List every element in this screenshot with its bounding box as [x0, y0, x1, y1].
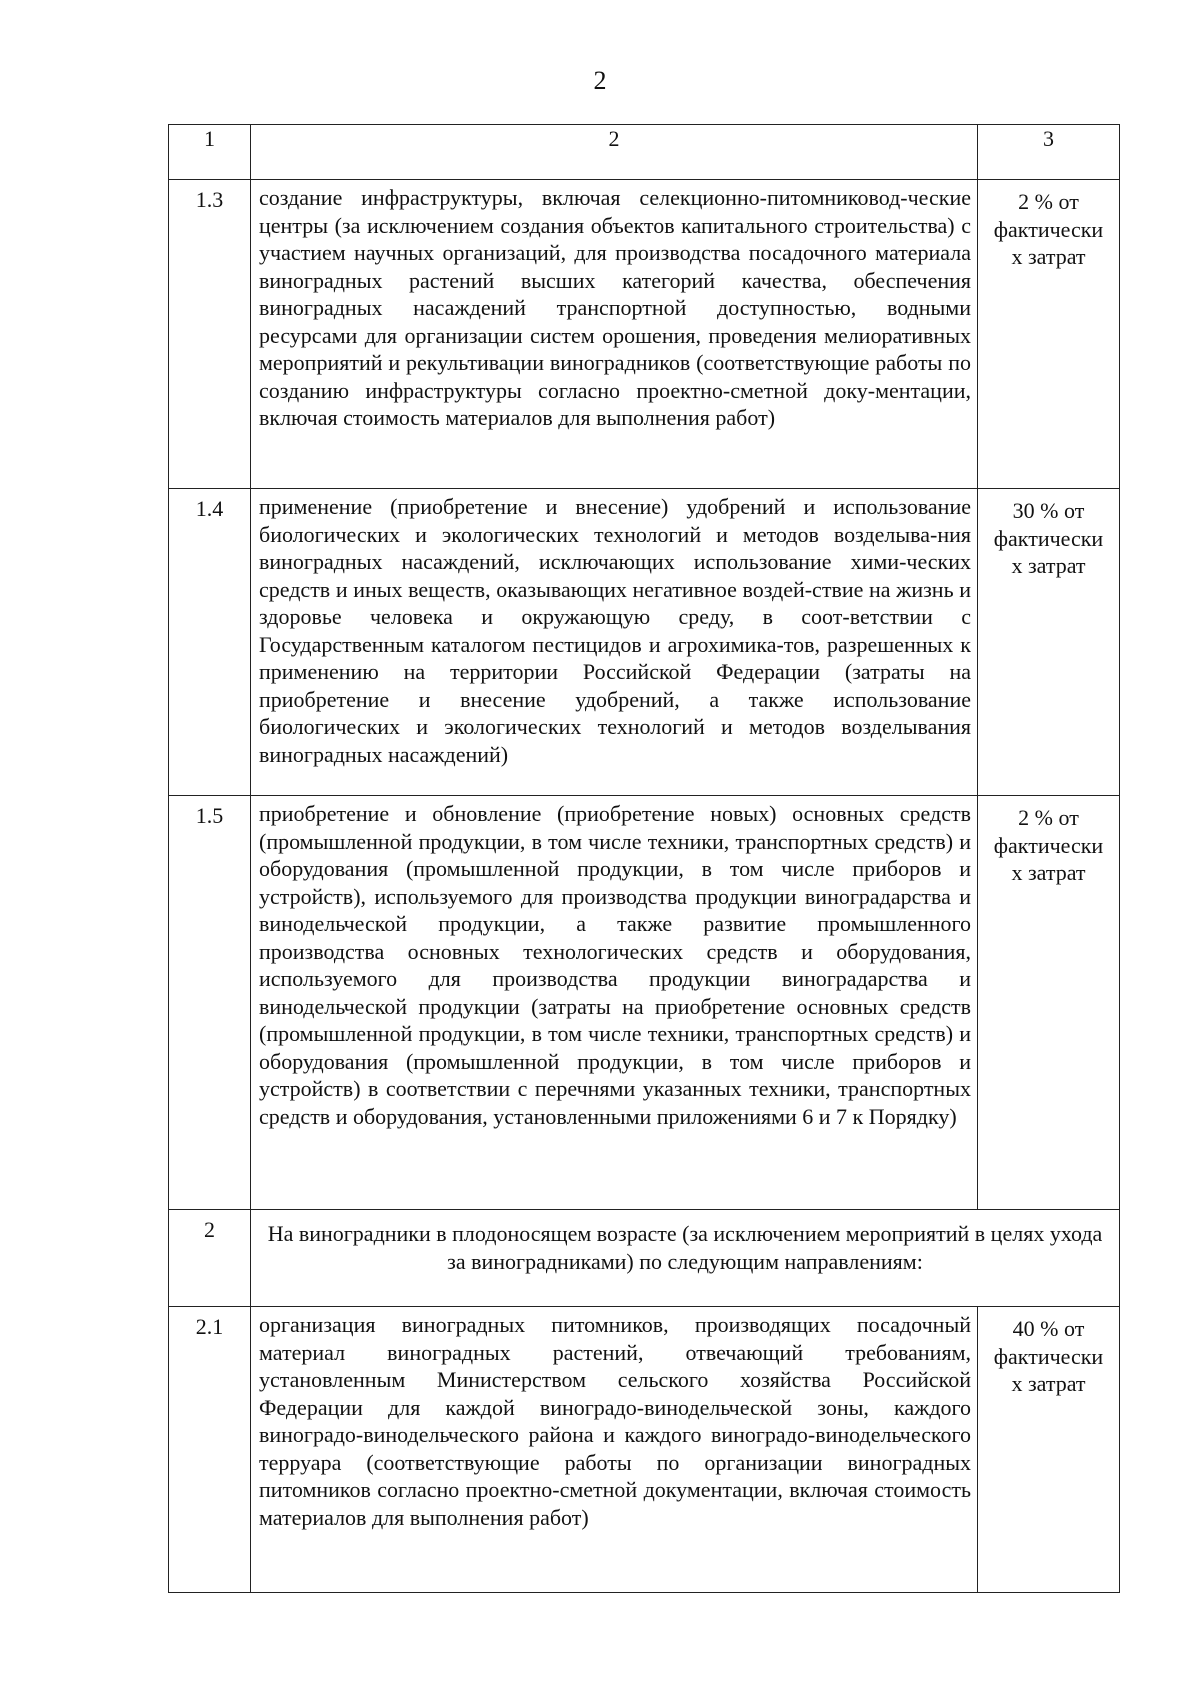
- section-row: [169, 1210, 1120, 1307]
- row-number: 1.4: [169, 489, 251, 796]
- row-rate: [978, 1307, 1120, 1593]
- row-rate: [978, 180, 1120, 489]
- header-cell-2: 2: [251, 125, 978, 180]
- rate-line: фактически: [993, 832, 1104, 858]
- rate-line: фактически: [993, 525, 1104, 551]
- row-rate: [978, 489, 1120, 796]
- table-header-row: [169, 125, 1120, 180]
- page-number: 2: [593, 66, 607, 95]
- rate-line: фактически: [993, 216, 1104, 242]
- rate-line: х затрат: [1011, 244, 1086, 269]
- table-row: [169, 180, 1120, 489]
- row-description: создание инфраструктуры, включая селекционно-питомниковод-ческие центры (за исключением создания объектов капитального строительства) с участием научных организаций, для производства посадочного материала виноградных растений высших категорий качества, обеспечения виноградных насаждений транспортной доступностью, водными ресурсами для организации систем орошения, проведения мелиоративных мероприятий и рекультивации виноградников (соответствующие работы по созданию инфраструктуры согласно проектно-сметной доку-ментации, включая стоимость материалов для выполнения работ): [251, 180, 978, 489]
- header-cell-1: 1: [169, 125, 251, 180]
- cost-table: [168, 124, 1120, 1593]
- table-row: [169, 489, 1120, 796]
- section-heading: На виноградники в плодоносящем возрасте (за исключением мероприятий в целях ухода за виноградниками) по следующим направлениям:: [251, 1210, 1120, 1307]
- row-number: 2: [169, 1210, 251, 1307]
- table-row: [169, 796, 1120, 1210]
- row-rate: [978, 796, 1120, 1210]
- row-description: организация виноградных питомников, производящих посадочный материал виноградных растений, отвечающий требованиям, установленным Министерством сельского хозяйства Российской Федерации для каждой виноградо-винодельческой зоны, каждого виноградо-винодельческого района и каждого виноградо-винодельческого терруара (соответствующие работы по организации виноградных питомников согласно проектно-сметной документации, включая стоимость материалов для выполнения работ): [251, 1307, 978, 1593]
- rate-line: х затрат: [1011, 860, 1086, 885]
- row-number: 1.5: [169, 796, 251, 1210]
- row-number: 1.3: [169, 180, 251, 489]
- table-row: [169, 1307, 1120, 1593]
- header-cell-3: 3: [978, 125, 1120, 180]
- rate-line: 40 % от: [1012, 1316, 1085, 1341]
- rate-line: 2 % от: [1018, 805, 1079, 830]
- row-description: приобретение и обновление (приобретение новых) основных средств (промышленной продукции, в том числе техники, транспортных средств) и оборудования (промышленной продукции, в том числе приборов и устройств), используемого для производства продукции виноградарства и винодельческой продукции, а также развитие промышленного производства основных технологических средств и оборудования, используемого для производства продукции виноградарства и винодельческой продукции (затраты на приобретение основных средств (промышленной продукции, в том числе техники, транспортных средств) и оборудования (промышленной продукции, в том числе приборов и устройств) в соответствии с перечнями указанных техники, транспортных средств и оборудования, установленными приложениями 6 и 7 к Порядку): [251, 796, 978, 1210]
- rate-line: 30 % от: [1012, 498, 1085, 523]
- row-number: 2.1: [169, 1307, 251, 1593]
- rate-line: 2 % от: [1018, 189, 1079, 214]
- row-description: применение (приобретение и внесение) удобрений и использование биологических и экологических технологий и методов возделыва-ния виноградных насаждений, исключающих использование хими-ческих средств и иных веществ, оказывающих негативное воздей-ствие на жизнь и здоровье человека и окружающую среду, в соот-ветствии с Государственным каталогом пестицидов и агрохимика-тов, разрешенных к применению на территории Российской Федерации (затраты на приобретение и внесение удобрений, а также использование биологических и экологических технологий и методов возделывания виноградных насаждений): [251, 489, 978, 796]
- rate-line: х затрат: [1011, 1371, 1086, 1396]
- rate-line: фактически: [993, 1343, 1104, 1369]
- rate-line: х затрат: [1011, 553, 1086, 578]
